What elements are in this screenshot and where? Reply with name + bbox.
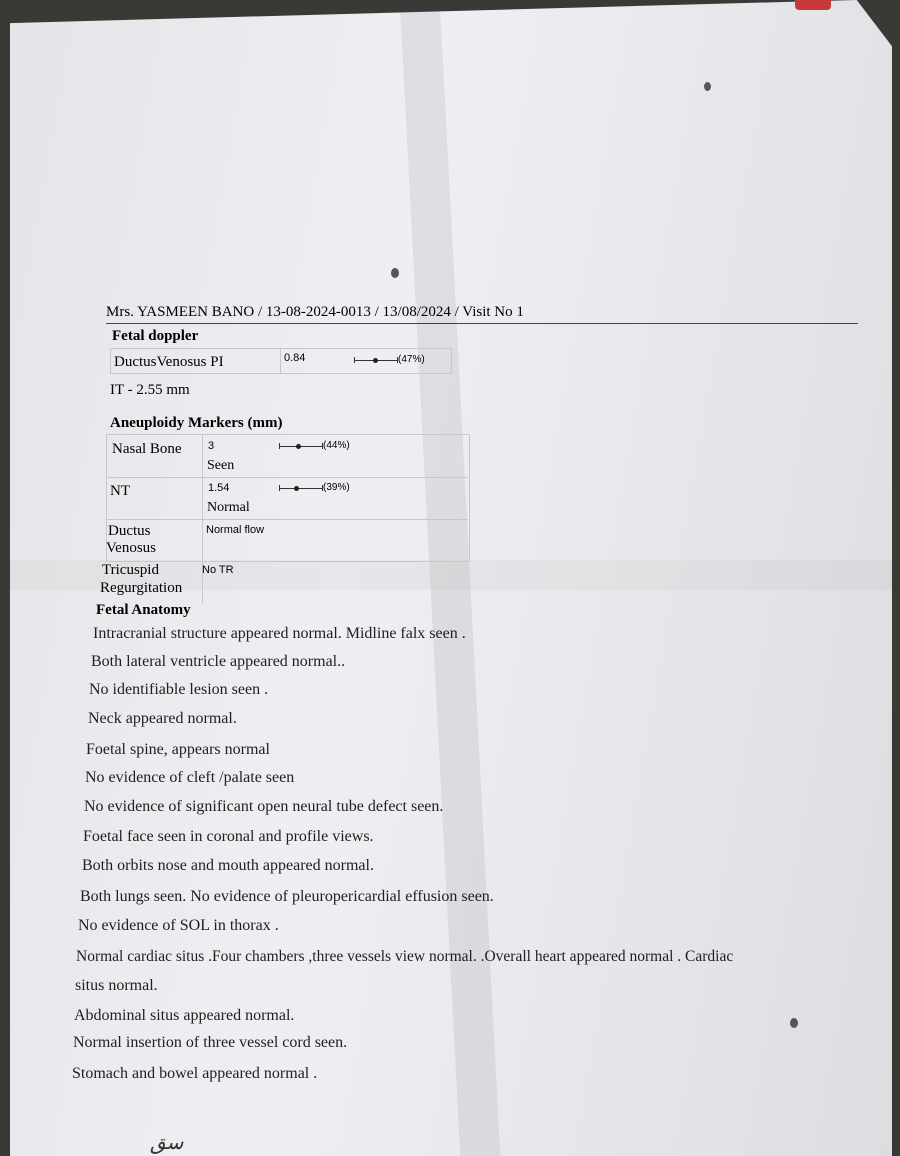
ductus-percentile-text: (47%) [398, 354, 425, 365]
nasal-bone-percentile-indicator [279, 440, 350, 451]
percentile-marker [373, 358, 378, 363]
anatomy-finding: Foetal face seen in coronal and profile views. [83, 828, 374, 845]
punch-hole [391, 268, 399, 278]
nasal-bone-value: 3 [208, 440, 215, 452]
nasal-bone-percentile-text: (44%) [323, 440, 350, 451]
percentile-marker [294, 486, 299, 491]
handwritten-signature: ﺳﻖ [150, 1132, 184, 1154]
nt-status: Normal [207, 500, 250, 515]
ductus-venosus-value: Normal flow [206, 524, 265, 536]
patient-header: Mrs. YASMEEN BANO / 13-08-2024-0013 / 13/08/2024 / Visit No 1 [106, 304, 858, 324]
fetal-doppler-title: Fetal doppler [112, 328, 199, 344]
nasal-bone-label: Nasal Bone [112, 441, 182, 457]
anatomy-finding: Normal cardiac situs .Four chambers ,three vessels view normal. .Overall heart appeared normal . Cardiac [76, 948, 734, 965]
punch-hole [790, 1018, 798, 1028]
anatomy-finding: Abdominal situs appeared normal. [74, 1007, 295, 1024]
ductus-percentile-indicator [354, 354, 425, 365]
ductus-venosus-label-line2: Venosus [106, 540, 157, 556]
anatomy-finding: No identifiable lesion seen . [89, 681, 269, 698]
nt-percentile-indicator [279, 482, 350, 493]
anatomy-finding: No evidence of significant open neural tube defect seen. [84, 798, 444, 815]
percentile-bar [279, 484, 323, 492]
anatomy-finding: Both orbits nose and mouth appeared normal. [82, 857, 374, 874]
nasal-bone-status: Seen [207, 458, 235, 473]
fetal-anatomy-title: Fetal Anatomy [96, 602, 191, 618]
anatomy-finding: situs normal. [75, 977, 158, 994]
anatomy-finding: No evidence of cleft /palate seen [85, 769, 295, 786]
anatomy-finding: Normal insertion of three vessel cord seen. [73, 1034, 348, 1051]
anatomy-finding: Both lungs seen. No evidence of pleuropericardial effusion seen. [80, 888, 494, 905]
nt-label: NT [110, 483, 130, 499]
anatomy-finding: Both lateral ventricle appeared normal.. [91, 653, 346, 670]
red-paper-corner [795, 0, 831, 10]
percentile-bar [279, 442, 323, 450]
percentile-bar [354, 356, 398, 364]
percentile-marker [296, 444, 301, 449]
table-divider [106, 477, 468, 478]
punch-hole [704, 82, 711, 91]
tricuspid-label-line2: Regurgitation [100, 580, 183, 596]
ductus-venosus-pi-label: DuctusVenosus PI [114, 354, 224, 370]
anatomy-finding: Stomach and bowel appeared normal . [72, 1065, 318, 1082]
ductus-venosus-pi-value: 0.84 [284, 352, 306, 364]
tricuspid-value: No TR [202, 564, 234, 576]
anatomy-finding: Foetal spine, appears normal [86, 741, 270, 758]
nt-value: 1.54 [208, 482, 230, 494]
anatomy-finding: No evidence of SOL in thorax . [78, 917, 279, 934]
tricuspid-label-line1: Tricuspid [102, 562, 159, 578]
table-divider [106, 519, 468, 520]
anatomy-finding: Intracranial structure appeared normal. Midline falx seen . [93, 625, 466, 642]
table-divider [280, 348, 281, 374]
nt-percentile-text: (39%) [323, 482, 350, 493]
aneuploidy-title: Aneuploidy Markers (mm) [110, 415, 283, 431]
it-measurement: IT - 2.55 mm [110, 382, 190, 398]
anatomy-finding: Neck appeared normal. [88, 710, 237, 727]
ductus-venosus-label-line1: Ductus [108, 523, 151, 539]
